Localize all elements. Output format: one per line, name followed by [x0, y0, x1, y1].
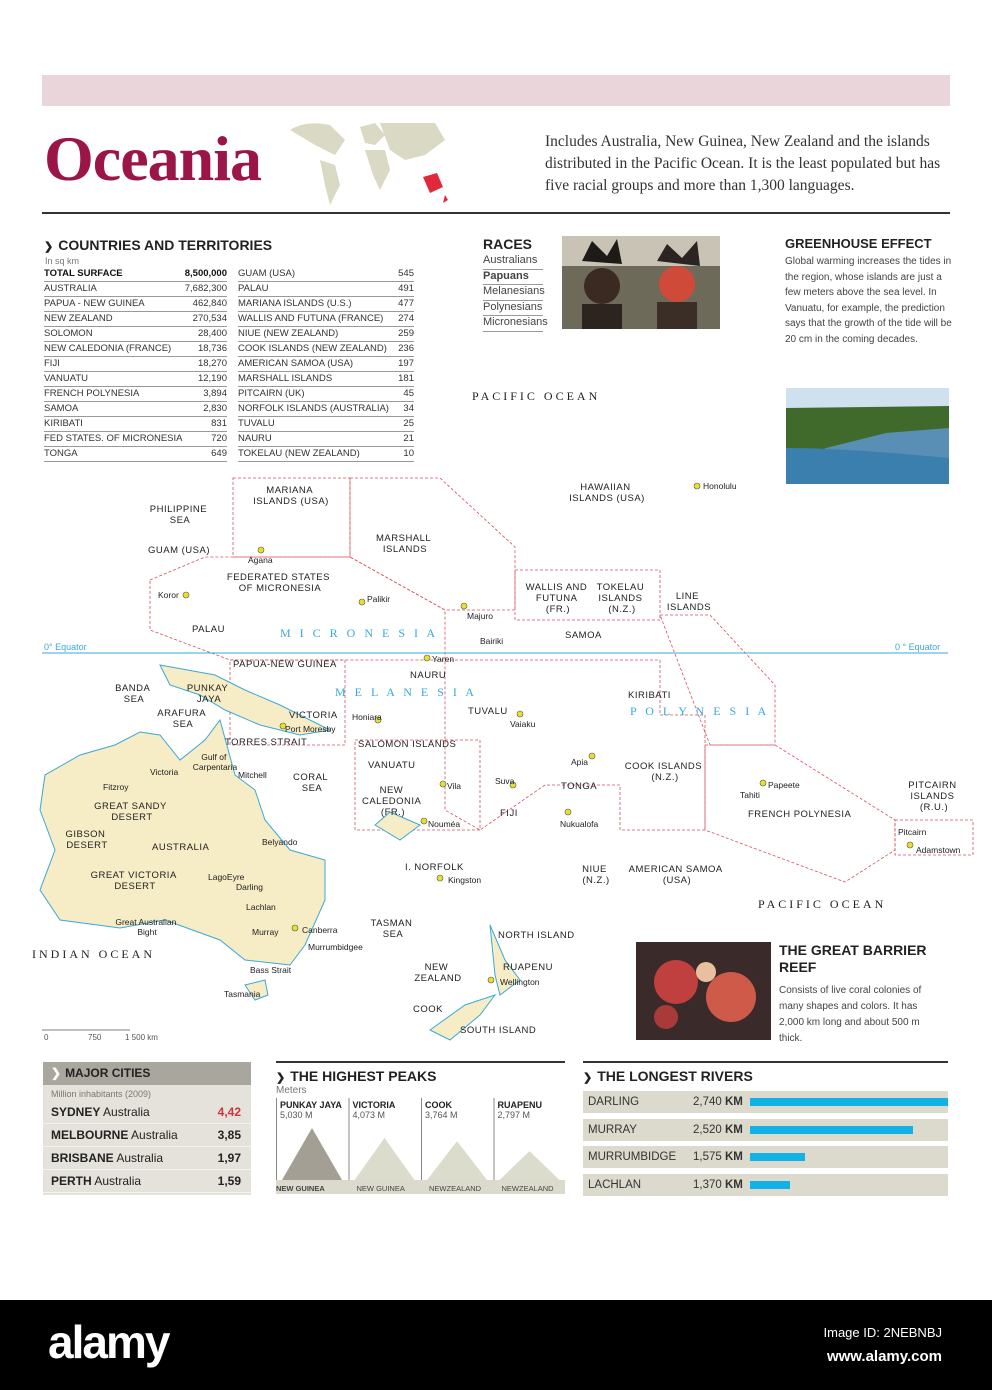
map-label: LINE ISLANDS	[666, 591, 712, 613]
river-name: MURRUMBIDGE	[588, 1151, 677, 1163]
map-label: Port Moresby	[285, 724, 336, 734]
map-label: Wellington	[500, 977, 540, 987]
peak-item	[276, 1098, 342, 1193]
map-label: Yaren	[432, 654, 455, 664]
river-length: 1,575 KM	[693, 1151, 743, 1163]
map-label: FEDERATED STATES OF MICRONESIA	[226, 572, 334, 594]
race-item: Polynesians	[483, 301, 543, 317]
map-label: Koror	[158, 590, 179, 600]
city-marker	[517, 711, 523, 717]
country-area: 8,500,000	[184, 266, 227, 281]
map-label: Majuro	[467, 611, 493, 621]
city-marker	[424, 655, 430, 661]
country-area: 197	[398, 358, 414, 369]
city-marker	[589, 753, 595, 759]
map-label: TOKELAU ISLANDS (N.Z.)	[596, 582, 648, 615]
map-label: Victoria	[150, 767, 179, 777]
map-label: NEW CALEDONIA (FR.)	[361, 785, 425, 818]
table-row	[44, 326, 227, 341]
country-area: 649	[184, 446, 227, 461]
city-marker	[437, 875, 443, 881]
greenhouse-section	[785, 236, 960, 347]
peak-triangle	[500, 1151, 560, 1180]
city-row	[43, 1101, 251, 1124]
country-area: 18,736	[184, 341, 227, 356]
map-label: AMERICAN SAMOA (USA)	[628, 864, 726, 886]
map-label: PUNKAY JAYA	[186, 683, 232, 705]
map-label: Pitcairn	[898, 827, 927, 837]
city-row	[43, 1124, 251, 1147]
reef-text: Consists of live coral colonies of many shapes and colors. It has 2,000 km long and about 500 m thick.	[779, 985, 922, 1044]
city-marker	[565, 809, 571, 815]
map-label: Nukualofa	[560, 819, 599, 829]
map-label: Murrumbidgee	[308, 942, 363, 952]
map-label: 0 ° Equator	[895, 642, 941, 652]
peak-item	[422, 1098, 488, 1193]
table-row	[44, 341, 227, 356]
map-label: BANDA SEA	[115, 683, 153, 705]
map-label: MARSHALL ISLANDS	[376, 533, 434, 555]
table-row	[44, 311, 227, 326]
map-label: Belyando	[262, 837, 298, 847]
map-label: PACIFIC OCEAN	[472, 389, 601, 403]
map-label: Tahiti	[740, 790, 760, 800]
table-row	[238, 311, 414, 326]
city-population: 1,59	[217, 1174, 241, 1188]
divider	[42, 212, 950, 214]
city-name: PERTH	[51, 1174, 92, 1188]
city-row	[43, 1147, 251, 1170]
map-label: Apia	[571, 757, 589, 767]
table-row	[238, 266, 414, 281]
page-title: Oceania	[44, 123, 261, 194]
divider	[583, 1061, 948, 1063]
map-label: TUVALU	[468, 706, 508, 717]
map-label: NIUE (N.Z.)	[582, 864, 610, 886]
table-row	[44, 356, 227, 371]
map-label: COOK	[413, 1004, 443, 1015]
countries-unit: In sq km	[45, 256, 80, 266]
map-label: VANUATU	[368, 760, 416, 771]
city-row	[43, 1170, 251, 1193]
image-id: Image ID: 2NEBNBJ	[823, 1325, 942, 1340]
country-name: NIUE (NEW ZEALAND)	[238, 326, 397, 341]
city-population: 4,42	[217, 1105, 241, 1119]
country-area: 270,534	[184, 311, 227, 326]
race-item: Australians	[483, 254, 543, 270]
country-area: 7,682,300	[184, 283, 227, 294]
map-label: HAWAIIAN ISLANDS (USA)	[569, 482, 645, 504]
city-population: 3,85	[217, 1128, 241, 1142]
map-label: Fitzroy	[103, 782, 129, 792]
footer-url: www.alamy.com	[826, 1348, 942, 1365]
country-name: SOLOMON	[44, 326, 184, 341]
country-area: 45	[397, 386, 414, 401]
country-name: KIRIBATI	[44, 416, 184, 431]
rivers-heading: ❯ THE LONGEST RIVERS	[583, 1068, 753, 1084]
table-row	[44, 281, 227, 296]
country-name: FED STATES. OF MICRONESIA	[44, 433, 183, 444]
map-label: ARAFURA SEA	[157, 708, 209, 730]
map-label: M I C R O N E S I A	[280, 626, 439, 640]
river-name: MURRAY	[588, 1123, 637, 1136]
world-map-icon	[285, 115, 450, 210]
table-row	[238, 326, 414, 341]
peak-height: 4,073 M	[352, 1110, 386, 1120]
table-row	[238, 296, 414, 311]
scale-label: 750	[88, 1033, 102, 1042]
map-label: PAPUA-NEW GUINEA	[233, 659, 337, 670]
country-area: 12,190	[184, 371, 227, 386]
country-area: 2,830	[184, 401, 227, 416]
map-label: Mitchell	[238, 770, 267, 780]
divider	[276, 1061, 565, 1063]
table-row	[238, 281, 414, 296]
country-area: 545	[397, 266, 414, 281]
country-name: NEW ZEALAND	[44, 311, 184, 326]
map-label: NAURU	[410, 670, 447, 681]
map-label: VICTORIA	[289, 710, 338, 721]
river-length-bar	[750, 1181, 790, 1189]
map-label: RUAPENU	[503, 962, 553, 973]
peak-region: NEW GUINEA	[356, 1184, 405, 1193]
map-label: CORAL SEA	[292, 772, 332, 794]
reef-photo	[636, 942, 771, 1040]
map-label: Kingston	[448, 875, 482, 885]
map-label: I. NORFOLK	[405, 862, 464, 873]
city-marker	[440, 781, 446, 787]
country-area: 18,270	[184, 356, 227, 371]
map-label: Palikir	[367, 594, 391, 604]
scale-label: 0	[44, 1033, 49, 1042]
peak-item	[494, 1098, 560, 1193]
map-label: FIJI	[500, 808, 518, 819]
city-marker	[292, 925, 298, 931]
map-label: KIRIBATI	[628, 690, 671, 701]
city-country: Australia	[103, 1105, 150, 1119]
map-label: SOUTH ISLAND	[460, 1025, 537, 1036]
greenhouse-text: Global warming increases the tides in the region, whose islands are just a few meters above the sea level. In Vanuatu, for example, the prediction says that the growth of the tide will be 20 cm in the coming decades.	[785, 256, 952, 345]
peak-name: RUAPENU	[497, 1100, 543, 1110]
country-area: 477	[398, 298, 414, 309]
map-label: Honiara	[352, 712, 382, 722]
map-label: Canberra	[302, 925, 338, 935]
map-label: GREAT VICTORIA DESERT	[90, 870, 180, 892]
country-name: AUSTRALIA	[44, 281, 184, 296]
peak-region: NEWZEALAND	[429, 1184, 482, 1193]
peak-height: 5,030 M	[280, 1110, 313, 1120]
country-name: FIJI	[44, 356, 184, 371]
river-name: LACHLAN	[588, 1178, 642, 1191]
city-marker	[421, 818, 427, 824]
peak-height: 2,797 M	[497, 1110, 531, 1120]
country-name: PAPUA - NEW GUINEA	[44, 296, 184, 311]
peak-triangle	[355, 1138, 415, 1180]
city-name: MELBOURNE	[51, 1128, 129, 1142]
peak-name: PUNKAY JAYA	[280, 1100, 342, 1110]
map-label: Vila	[447, 781, 462, 791]
map-label: Vaiaku	[510, 719, 536, 729]
city-population: 1,97	[217, 1151, 241, 1165]
map-label: AUSTRALIA	[152, 842, 210, 853]
country-area: 274	[398, 313, 414, 324]
map-label: GUAM (USA)	[148, 545, 210, 556]
race-item: Papuans	[483, 270, 543, 286]
reef-heading: THE GREAT BARRIER REEF	[779, 942, 927, 975]
peaks-unit: Meters	[276, 1085, 307, 1096]
country-area: 21	[397, 431, 414, 446]
peak-triangle	[427, 1141, 487, 1180]
map-label: INDIAN OCEAN	[32, 947, 155, 961]
map-label: M E L A N E S I A	[335, 685, 477, 699]
map-label: NEW ZEALAND	[414, 962, 462, 984]
river-row	[583, 1146, 948, 1168]
map-label: GREAT SANDY DESERT	[94, 801, 170, 823]
alamy-logo: alamy	[48, 1316, 169, 1368]
peak-item	[349, 1098, 415, 1193]
country-area: 181	[398, 373, 414, 384]
peaks-chart	[276, 1098, 565, 1194]
peak-region: NEW GUINEA	[276, 1184, 325, 1193]
map-label: PITCAIRN ISLANDS (R.U.)	[908, 780, 960, 813]
map-label: TASMAN SEA	[370, 918, 416, 940]
map-label: Nouméa	[428, 819, 461, 829]
map-label: 0° Equator	[44, 642, 87, 652]
map-label: Agana	[248, 555, 273, 565]
country-name: GUAM (USA)	[238, 266, 397, 281]
map-label: Murray	[252, 927, 279, 937]
map-label: Bass Strait	[250, 965, 292, 975]
river-length-bar	[750, 1126, 913, 1134]
country-area: 25	[397, 416, 414, 431]
cities-unit: Million inhabitants (2009)	[51, 1089, 152, 1099]
map-label: FRENCH POLYNESIA	[748, 809, 852, 820]
table-row	[44, 296, 227, 311]
river-length: 2,740 KM	[693, 1096, 743, 1108]
river-row	[583, 1119, 948, 1141]
map-label: Papeete	[768, 780, 800, 790]
map-label: Suva	[495, 776, 515, 786]
country-name: VANUATU	[44, 371, 184, 386]
peak-name: VICTORIA	[352, 1100, 396, 1110]
city-marker	[694, 483, 700, 489]
map-label: Tasmania	[224, 989, 261, 999]
country-name: WALLIS AND FUTUNA (FRANCE)	[238, 311, 397, 326]
river-length: 2,520 KM	[693, 1123, 743, 1136]
city-marker	[461, 603, 467, 609]
country-name: SAMOA	[44, 401, 184, 416]
country-area: 3,894	[184, 386, 227, 401]
river-row	[583, 1091, 948, 1113]
city-marker	[359, 599, 365, 605]
city-name: BRISBANE	[51, 1151, 114, 1165]
country-area: 259	[398, 328, 414, 339]
country-area: 491	[398, 283, 414, 294]
table-row	[238, 341, 414, 356]
city-name: SYDNEY	[51, 1105, 101, 1119]
greenhouse-heading: GREENHOUSE EFFECT	[785, 236, 932, 251]
map-label: Great Australian Bight	[115, 917, 179, 937]
map-label: LagoEyre	[208, 872, 245, 882]
map-label: COOK ISLANDS (N.Z.)	[624, 761, 706, 783]
races-photo	[562, 236, 720, 329]
country-area: 831	[184, 416, 227, 431]
map-label: Bairiki	[480, 636, 504, 646]
major-cities-panel	[43, 1062, 251, 1195]
map-label: Lachlan	[246, 902, 276, 912]
peak-region: NEWZEALAND	[501, 1184, 554, 1193]
city-marker	[258, 547, 264, 553]
footer-bar	[0, 1300, 992, 1390]
country-area: 34	[397, 401, 414, 416]
country-name: FRENCH POLYNESIA	[44, 386, 184, 401]
country-name: MARSHALL ISLANDS	[238, 371, 397, 386]
country-area: 720	[184, 431, 227, 446]
map-label: WALLIS AND FUTUNA (FR.)	[525, 582, 591, 615]
country-name: COOK ISLANDS (NEW ZEALAND)	[238, 341, 397, 356]
map-label: GIBSON DESERT	[65, 829, 109, 851]
race-item: Melanesians	[483, 285, 543, 301]
countries-heading: ❯ COUNTRIES AND TERRITORIES	[44, 237, 273, 253]
table-row	[238, 356, 414, 371]
city-country: Australia	[116, 1151, 164, 1165]
city-country: Australia	[94, 1174, 142, 1188]
river-row	[583, 1174, 948, 1196]
map-label: TONGA	[561, 781, 598, 792]
country-area: 462,840	[184, 296, 227, 311]
map-label: PALAU	[192, 624, 225, 635]
country-name: NORFOLK ISLANDS (AUSTRALIA)	[238, 401, 397, 416]
country-name: NEW CALEDONIA (FRANCE)	[44, 341, 184, 356]
map-label: PACIFIC OCEAN	[758, 897, 887, 911]
reef-section	[779, 942, 939, 1047]
city-marker	[183, 592, 189, 598]
map-label: SALOMON ISLANDS	[358, 739, 457, 750]
country-name: PALAU	[238, 281, 397, 296]
country-name: NAURU	[238, 431, 397, 446]
country-name: MARIANA ISLANDS (U.S.)	[238, 296, 397, 311]
race-item: Micronesians	[483, 316, 543, 332]
map-label: Adamstown	[916, 845, 961, 855]
map-label: Darling	[236, 882, 263, 892]
peak-height: 3,764 M	[425, 1110, 458, 1120]
map-label: NORTH ISLAND	[498, 930, 575, 941]
table-row	[44, 266, 227, 281]
map-label: Gulf of Carpentaria	[192, 752, 238, 772]
country-name: AMERICAN SAMOA (USA)	[238, 356, 397, 371]
map-label: PHILIPPINE SEA	[149, 504, 211, 526]
country-name: PITCAIRN (UK)	[238, 386, 397, 401]
city-country: Australia	[131, 1128, 178, 1142]
river-length: 1,370 KM	[693, 1178, 743, 1191]
intro-text: Includes Australia, New Guinea, New Zealand and the islands distributed in the Pacific Ocean. It is the least populated but has five racial groups and more than 1,300 languages.	[545, 133, 941, 194]
map-label: Honolulu	[703, 481, 737, 491]
map-label: SAMOA	[565, 630, 602, 641]
races-heading: RACES	[483, 236, 533, 252]
country-area: 236	[398, 343, 414, 354]
country-name: TUVALU	[238, 416, 397, 431]
races-list	[483, 254, 548, 332]
peak-name: COOK	[425, 1100, 452, 1110]
city-marker	[488, 977, 494, 983]
header-band	[42, 75, 950, 106]
country-name: TOTAL SURFACE	[44, 266, 184, 281]
river-name: DARLING	[588, 1096, 640, 1108]
river-length-bar	[750, 1098, 948, 1106]
peaks-heading: ❯ THE HIGHEST PEAKS	[276, 1068, 437, 1084]
country-name: TONGA	[44, 446, 184, 461]
scale-label: 1 500 km	[125, 1033, 158, 1042]
cities-heading: ❯ MAJOR CITIES	[43, 1062, 251, 1085]
map-label: MARIANA ISLANDS (USA)	[253, 485, 329, 507]
map-label: P O L Y N E S I A	[630, 704, 770, 718]
city-marker	[760, 780, 766, 786]
country-area: 10	[397, 446, 414, 461]
city-marker	[907, 842, 913, 848]
country-area: 28,400	[184, 326, 227, 341]
map-label: TORRES STRAIT	[225, 737, 308, 748]
country-name: TOKELAU (NEW ZEALAND)	[238, 446, 397, 461]
peak-triangle	[282, 1128, 342, 1180]
river-length-bar	[750, 1153, 805, 1161]
